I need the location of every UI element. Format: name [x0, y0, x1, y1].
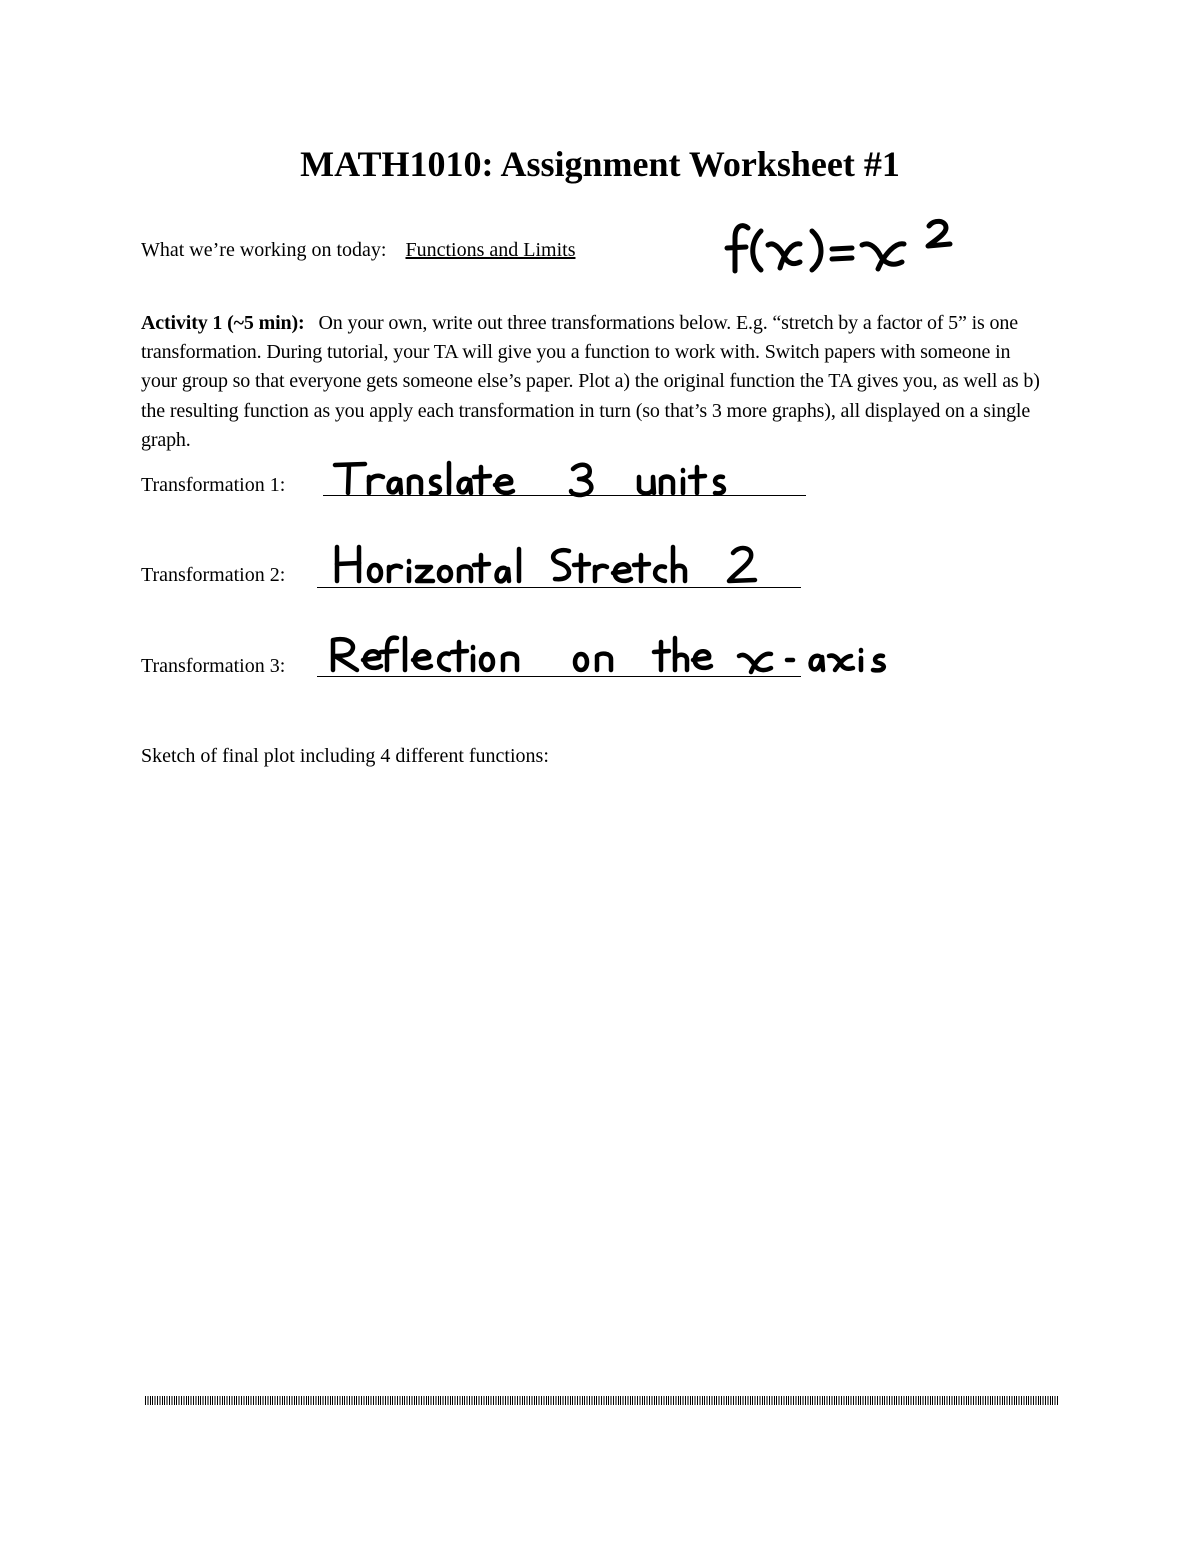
topic-label: What we’re working on today:	[141, 239, 387, 261]
transformation-3-handwriting	[327, 630, 927, 680]
transformation-row-1	[141, 455, 841, 515]
transformation-label-3: Transformation 3:	[141, 655, 286, 677]
activity-1	[141, 309, 1041, 455]
topic-value: Functions and Limits	[405, 239, 576, 261]
transformation-label-2: Transformation 2:	[141, 564, 286, 586]
activity-heading: Activity 1 (~5 min):	[141, 312, 305, 334]
transformation-1-handwriting	[331, 455, 751, 501]
transformation-row-3	[141, 630, 941, 690]
handwritten-formula	[722, 214, 972, 284]
transformation-row-2	[141, 543, 841, 603]
activity-instructions: On your own, write out three transformations below. E.g. “stretch by a factor of 5” is one transformation. During tutorial, your TA will give you a function to work with. Switch papers with someone in your group so that everyone gets someone else’s paper. Plot a) the original function the TA gives you, as well as b) the resulting function as you apply each transformation in turn (so that’s 3 more graphs), all displayed on a single graph.	[141, 312, 1040, 451]
sketch-instructions: Sketch of final plot including 4 different functions:	[141, 745, 549, 767]
transformation-label-1: Transformation 1:	[141, 474, 286, 496]
footer-tick-bar	[145, 1396, 1059, 1405]
transformation-2-handwriting	[331, 539, 761, 591]
topic-line	[141, 236, 575, 264]
page-title: MATH1010: Assignment Worksheet #1	[300, 144, 900, 184]
